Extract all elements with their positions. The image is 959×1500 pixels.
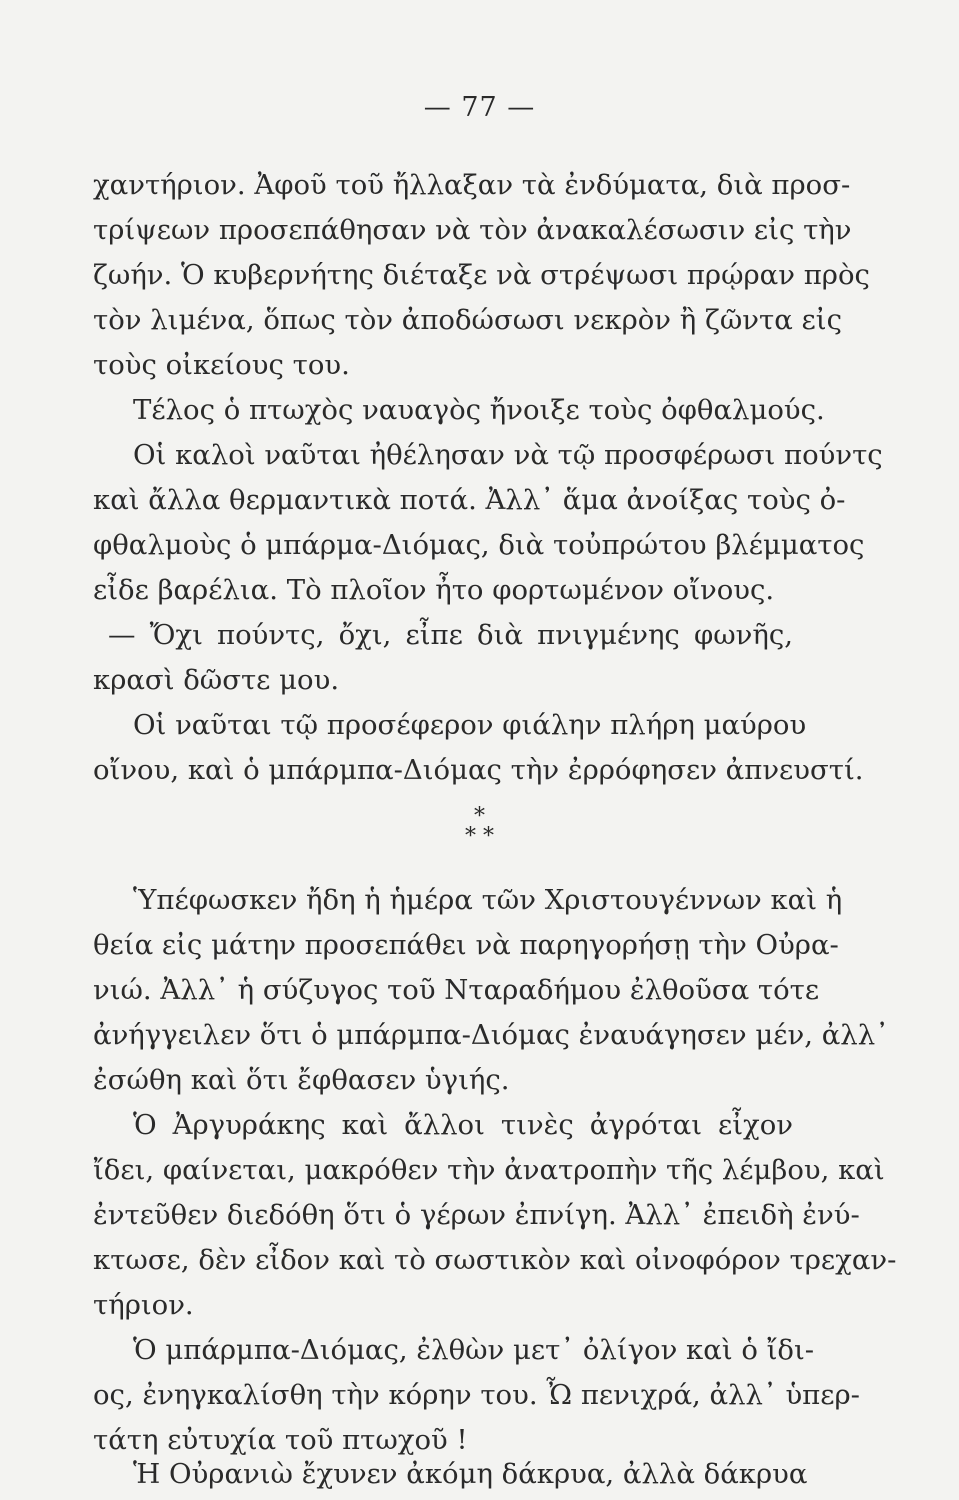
text-line: ος, ἐνηγκαλίσθη τὴν κόρην του. Ὦ πενιχρά, ἀλλ᾽ ὑπερ- bbox=[93, 1379, 860, 1411]
text-line: Οἱ ναῦται τῷ προσέφερον φιάλην πλήρη μαύρου bbox=[133, 709, 807, 741]
text-line: ζωήν. Ὁ κυβερνήτης διέταξε νὰ στρέψωσι πρῴραν πρὸς bbox=[93, 259, 870, 291]
text-line: Ὁ μπάρμπα-Διόμας, ἐλθὼν μετ᾽ ὀλίγον καὶ ὁ ἴδι- bbox=[133, 1334, 815, 1366]
text-line: θεία εἰς μάτην προσεπάθει νὰ παρηγορήσῃ τὴν Οὐρα- bbox=[93, 929, 839, 961]
text-line: — Ὄχι πούντς, ὄχι, εἶπε διὰ πνιγμένης φωνῆς, bbox=[108, 619, 793, 651]
section-separator-top: * bbox=[474, 804, 485, 829]
text-line: ἴδει, φαίνεται, μακρόθεν τὴν ἀνατροπὴν τῆς λέμβου, καὶ bbox=[93, 1154, 885, 1186]
text-line: ἀνήγγειλεν ὅτι ὁ μπάρμπα-Διόμας ἐναυάγησεν μέν, ἀλλ᾽ bbox=[93, 1019, 889, 1051]
text-line: ἐσώθη καὶ ὅτι ἔφθασεν ὑγιής. bbox=[93, 1064, 510, 1096]
text-line: ἐντεῦθεν διεδόθη ὅτι ὁ γέρων ἐπνίγη. Ἀλλ᾽ ἐπειδὴ ἐνύ- bbox=[93, 1199, 860, 1231]
text-line: Οἱ καλοὶ ναῦται ἠθέλησαν νὰ τῷ προσφέρωσι πούντς bbox=[133, 439, 883, 471]
text-line: κτωσε, δὲν εἶδον καὶ τὸ σωστικὸν καὶ οἰνοφόρον τρεχαν- bbox=[93, 1244, 897, 1276]
text-line: εἶδε βαρέλια. Τὸ πλοῖον ἦτο φορτωμένον οἴνους. bbox=[93, 574, 775, 606]
text-line: καὶ ἄλλα θερμαντικὰ ποτά. Ἀλλ᾽ ἅμα ἀνοίξας τοὺς ὀ- bbox=[93, 484, 846, 516]
text-line: τὸν λιμένα, ὅπως τὸν ἀποδώσωσι νεκρὸν ἢ ζῶντα εἰς bbox=[93, 304, 842, 336]
text-line: φθαλμοὺς ὁ μπάρμα-Διόμας, διὰ τοὐπρώτου βλέμματος bbox=[93, 529, 865, 561]
text-line: τάτη εὐτυχία τοῦ πτωχοῦ ! bbox=[93, 1424, 468, 1456]
text-line: νιώ. Ἀλλ᾽ ἡ σύζυγος τοῦ Νταραδήμου ἐλθοῦσα τότε bbox=[93, 974, 820, 1006]
text-line: τρίψεων προσεπάθησαν νὰ τὸν ἀνακαλέσωσιν εἰς τὴν bbox=[93, 214, 852, 246]
section-separator-bottom: * * bbox=[465, 824, 494, 849]
text-line: Ἡ Οὐρανιὼ ἔχυνεν ἀκόμη δάκρυα, ἀλλὰ δάκρυα bbox=[133, 1458, 808, 1490]
text-line: τήριον. bbox=[93, 1289, 194, 1321]
text-line: τοὺς οἰκείους του. bbox=[93, 349, 350, 381]
page-number: — 77 — bbox=[423, 92, 536, 123]
text-line: Τέλος ὁ πτωχὸς ναυαγὸς ἤνοιξε τοὺς ὀφθαλμούς. bbox=[133, 394, 825, 426]
text-line: χαντήριον. Ἀφοῦ τοῦ ἤλλαξαν τὰ ἐνδύματα, διὰ προσ- bbox=[93, 169, 851, 201]
text-line: κρασὶ δῶστε μου. bbox=[93, 664, 340, 696]
text-line: οἴνου, καὶ ὁ μπάρμπα-Διόμας τὴν ἐρρόφησεν ἀπνευστί. bbox=[93, 754, 864, 786]
text-line: Ὑπέφωσκεν ἤδη ἡ ἡμέρα τῶν Χριστουγέννων καὶ ἡ bbox=[133, 884, 843, 916]
text-line: Ὁ Ἀργυράκης καὶ ἄλλοι τινὲς ἀγρόται εἶχον bbox=[133, 1109, 793, 1141]
